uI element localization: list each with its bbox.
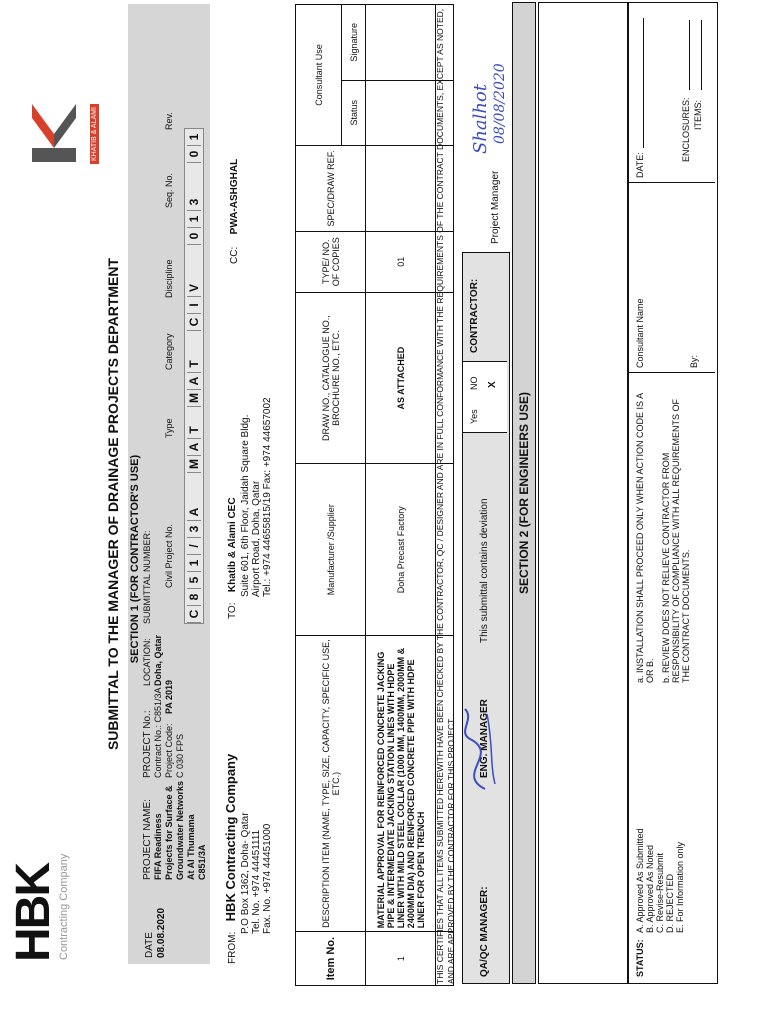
code-civil-6: A: [187, 504, 201, 521]
deviation-label: This submittal contains deviation: [479, 498, 490, 643]
table-row: [366, 5, 436, 986]
th-copies: TYPE/ NO. OF COPIES: [296, 231, 366, 292]
header-discipline: Discipline: [164, 259, 174, 298]
by-label: By:: [689, 354, 699, 368]
status-option-c: C. Revise-Resubmit: [655, 852, 665, 933]
project-code-value: PA 2019: [164, 679, 174, 714]
signature-name: Shalhot: [470, 83, 491, 154]
th-desc: DESCRIPTION ITEM (NAME, TYPE, SIZE, CAPACITY, SPECIFIC USE, ETC.): [296, 636, 366, 932]
table-header-row: [296, 5, 342, 986]
hbk-logo: [7, 812, 70, 962]
cc-block: [224, 159, 242, 264]
section2-label: SECTION 2 (FOR ENGINEERS USE): [517, 391, 531, 595]
engineer-area: [538, 2, 628, 984]
code-category-0: M: [187, 390, 201, 407]
items-table: [295, 4, 454, 986]
page-title: SUBMITTAL TO THE MANAGER OF DRAINAGE PROJECTS DEPARTMENT: [105, 257, 121, 751]
section1-label: SECTION 1 (FOR CONTRACTOR'S USE): [129, 454, 141, 664]
th-drawing: DRAW NO., CATALOGUE NO., BROCHURE NO., ETC.: [296, 292, 366, 464]
ka-logo-text: KHATIB & ALAMI: [90, 104, 99, 164]
submittal-number: [142, 6, 208, 628]
status-option-b: B. Approved As Noted: [645, 844, 655, 933]
to-block: [222, 299, 273, 619]
cell-status: [366, 80, 436, 145]
status-option-e: E. For Information only: [675, 841, 685, 933]
cell-item: 1: [366, 932, 436, 986]
code-seq-1: 1: [187, 211, 201, 228]
section2-bar: [512, 2, 536, 984]
handwritten-signature-icon: [445, 704, 505, 794]
from-block: [222, 664, 273, 964]
code-civil-4: /: [187, 538, 201, 555]
to-line-3: Tel.: +974 44655815/19 Fax: +974 44657002: [262, 397, 273, 597]
date-value: 08.08.2020: [156, 907, 167, 958]
signature-date: 08/08/2020: [492, 63, 508, 144]
yes-label: Yes: [469, 409, 479, 424]
contractor-label: CONTRACTOR:: [469, 278, 480, 353]
from-line-2: Tel. No. +974 44451111: [251, 829, 262, 934]
code-rev-1: 1: [187, 129, 201, 146]
status-option-d: D. REJECTED: [665, 873, 675, 933]
code-type-2: T: [187, 422, 201, 439]
consultant-name-label: Consultant Name: [635, 298, 645, 368]
date-label: DATE: [144, 932, 155, 958]
cc-value: PWA-ASHGHAL: [229, 158, 240, 235]
code-seq-0: 0: [187, 228, 201, 245]
enclosures-label: ENCLOSURES:: [681, 97, 691, 162]
cell-desc: MATERIAL APPROVAL FOR REINFORCED CONCRETE JACKING PIPE & INTERMEDIATE JACKING STATION LINES WITH HDPE LINER WITH MILD STEEL COLLAR (1000 MM, 1400MM, 2000MM & 2400MM DIA) AND REINFORCED CONCRETE PIPE WITH HDPE LINER FOR OPEN TRENCH: [366, 636, 436, 932]
hbk-logo-text: HBK: [7, 864, 60, 962]
code-type-1: A: [187, 439, 201, 456]
status-note-b: b. REVIEW DOES NOT RELIEVE CONTRACTOR FROM RESPONSIBILITY OF COMPLIANCE WITH ALL REQUIREMENTS OF THE CONTRACT DOCUMENTS.: [661, 398, 691, 683]
ka-logo-icon: [28, 94, 78, 164]
project-info-block: [128, 4, 210, 964]
code-category-2: T: [187, 356, 201, 373]
to-line-2: Airport Road, Doha, Qatar: [251, 480, 262, 597]
status-note-a: a. INSTALLATION SHALL PROCEED ONLY WHEN ACTION CODE IS A OR B.: [635, 393, 655, 683]
no-label: NO: [469, 376, 479, 390]
code-discipline-1: I: [187, 297, 201, 314]
from-company: HBK Contracting Company: [223, 753, 238, 922]
code-boxes: [184, 128, 204, 624]
from-line-1: P.O Box 1362, Doha- Qatar: [240, 812, 251, 934]
approval-row: [462, 252, 510, 984]
code-civil-0: C: [187, 606, 201, 623]
th-signature: Signature: [342, 5, 366, 81]
header-civil: Civil Project No.: [164, 523, 174, 588]
th-consultant: Consultant Use: [296, 5, 342, 146]
location-value: Doha, Qatar: [153, 634, 163, 686]
status-notes: [635, 383, 691, 683]
th-spec: SPEC/DRAW REF.: [296, 145, 366, 231]
header-type: Type: [164, 418, 174, 438]
cc-label: CC:: [229, 246, 240, 264]
to-company: Khatib & Alami CEC: [227, 497, 238, 593]
contract-value: Contract No.: C851/3A: [153, 687, 163, 778]
project-name-label: PROJECT NAME:: [142, 799, 153, 880]
code-civil-3: 1: [187, 555, 201, 572]
cell-drawing: AS ATTACHED: [366, 292, 436, 464]
cell-spec: [366, 145, 436, 231]
th-status: Status: [342, 80, 366, 145]
status-footer: [628, 2, 718, 984]
code-civil-5: 3: [187, 521, 201, 538]
project-no-label: PROJECT No.:: [142, 710, 153, 778]
date-field-label: DATE:: [635, 152, 645, 178]
header-category: Category: [164, 333, 174, 370]
location-label: LOCATION:: [142, 638, 152, 686]
project-manager-label: Project Manager: [490, 170, 501, 244]
code-discipline-2: V: [187, 280, 201, 297]
header-rev: Rev.: [164, 112, 174, 130]
code-civil-1: 8: [187, 589, 201, 606]
code-category-1: A: [187, 373, 201, 390]
items-label: ITEMS:: [693, 99, 703, 130]
eng-manager-label: ENG. MANAGER: [479, 699, 490, 778]
from-label: FROM:: [227, 931, 238, 964]
hbk-logo-subtext: Contracting Company: [58, 853, 70, 960]
project-code-value-2: C 030 FPS: [175, 733, 185, 778]
no-mark: X: [487, 381, 498, 388]
status-option-a: A. Approved As Submitted: [635, 828, 645, 933]
submittal-number-label: SUBMITTAL NUMBER:: [142, 530, 152, 624]
deviation-box: [463, 361, 507, 433]
th-item: Item No.: [296, 932, 366, 986]
qaqc-label: QA/QC MANAGER:: [479, 886, 490, 977]
from-line-3: Fax. No. +974 44451000: [262, 823, 273, 934]
to-line-1: Suite 601, 6th Floor, Jaidah Square Bldg.: [240, 414, 251, 597]
status-label: STATUS:: [635, 939, 645, 977]
certification-text: THIS CERTIFIES THAT ALL ITEMS SUBMITTED HEREWITH HAVE BEEN CHECKED BY THE CONTRACTOR, QC / DESIGNER AND ARE IN FULL CONFORMANCE WITH THE REQUIREMENTS OF THE CONTRACT DOCUMENTS, EXCEPT AS NOTED, AND ARE APPROVED BY THE CONTRACTOR FOR THIS PROJECT.: [435, 8, 456, 984]
ka-logo: [28, 54, 98, 164]
project-code-label: Project Code:: [164, 723, 174, 778]
header-seq: Seq. No.: [164, 172, 174, 208]
to-label: TO:: [227, 602, 238, 619]
date-box: [629, 4, 715, 183]
status-options: [635, 828, 685, 933]
code-civil-2: 5: [187, 572, 201, 589]
th-manufacturer: Manufacturer /Supplier: [296, 464, 366, 636]
consultant-box: [629, 182, 715, 373]
code-seq-2: 3: [187, 194, 201, 211]
cell-signature: [366, 5, 436, 81]
code-rev-0: 0: [187, 146, 201, 163]
project-name-value: FIFA Readiness Projects for Surface & Groundwater Networks At Al Thumama C851/3A: [153, 780, 207, 880]
code-discipline-0: C: [187, 314, 201, 331]
cell-copies: 01: [366, 231, 436, 292]
cell-manufacturer: Doha Precast Factory: [366, 464, 436, 636]
code-type-0: M: [187, 456, 201, 473]
